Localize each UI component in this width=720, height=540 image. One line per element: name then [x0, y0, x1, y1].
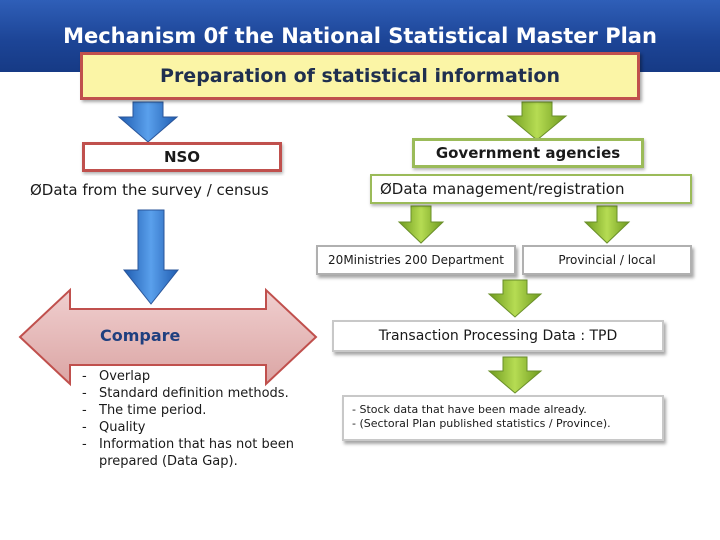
ministries-box — [316, 245, 516, 275]
arrow-down-green-provincial — [585, 206, 629, 243]
list-dash: - — [82, 369, 87, 384]
ministries-label: 20Ministries 200 Department — [328, 253, 504, 267]
nso-box — [82, 142, 282, 172]
arrow-down-green-tpd — [489, 280, 541, 317]
stock-line-1: - Stock data that have been made already. — [352, 403, 587, 416]
tpd-box — [332, 320, 664, 352]
list-item — [82, 368, 327, 385]
government-agencies-label: Government agencies — [435, 144, 621, 162]
preparation-label: Preparation of statistical information — [160, 65, 560, 87]
gov-data-text: ØData management/registration — [380, 180, 625, 198]
page-title: Mechanism 0f the National Statistical Master Plan — [63, 24, 657, 48]
list-text: Overlap — [99, 369, 151, 384]
list-text: Standard definition methods. — [99, 386, 289, 401]
gov-data-line — [370, 174, 692, 204]
list-item — [82, 436, 327, 453]
nso-data-line — [30, 176, 294, 204]
list-text: Information that has not been — [99, 437, 294, 452]
arrow-down-blue-big — [124, 210, 178, 304]
arrow-down-green-top — [508, 102, 566, 140]
arrow-down-green-stock — [489, 357, 541, 393]
list-dash: - — [82, 386, 87, 401]
stock-data-box — [342, 395, 664, 441]
list-dash: - — [82, 437, 87, 452]
government-agencies-box — [412, 138, 644, 168]
list-text: Quality — [99, 420, 146, 435]
arrow-down-green-ministries — [399, 206, 443, 243]
list-dash: - — [82, 403, 87, 418]
list-text: The time period. — [99, 403, 207, 418]
preparation-box — [80, 52, 640, 100]
provincial-box — [522, 245, 692, 275]
list-item — [82, 453, 327, 470]
list-dash: - — [82, 420, 87, 435]
compare-list — [82, 368, 327, 470]
list-item — [82, 402, 327, 419]
list-text: prepared (Data Gap). — [99, 454, 238, 469]
stock-line-2: - (Sectoral Plan published statistics / Province). — [352, 417, 611, 430]
nso-data-text: ØData from the survey / census — [30, 181, 269, 199]
arrow-down-blue-top — [119, 102, 177, 142]
nso-label: NSO — [163, 148, 201, 166]
provincial-label: Provincial / local — [558, 253, 656, 267]
list-dash — [82, 453, 99, 470]
list-item — [82, 385, 327, 402]
list-item — [82, 419, 327, 436]
tpd-label: Transaction Processing Data : TPD — [378, 328, 618, 344]
compare-label: Compare — [100, 326, 181, 345]
